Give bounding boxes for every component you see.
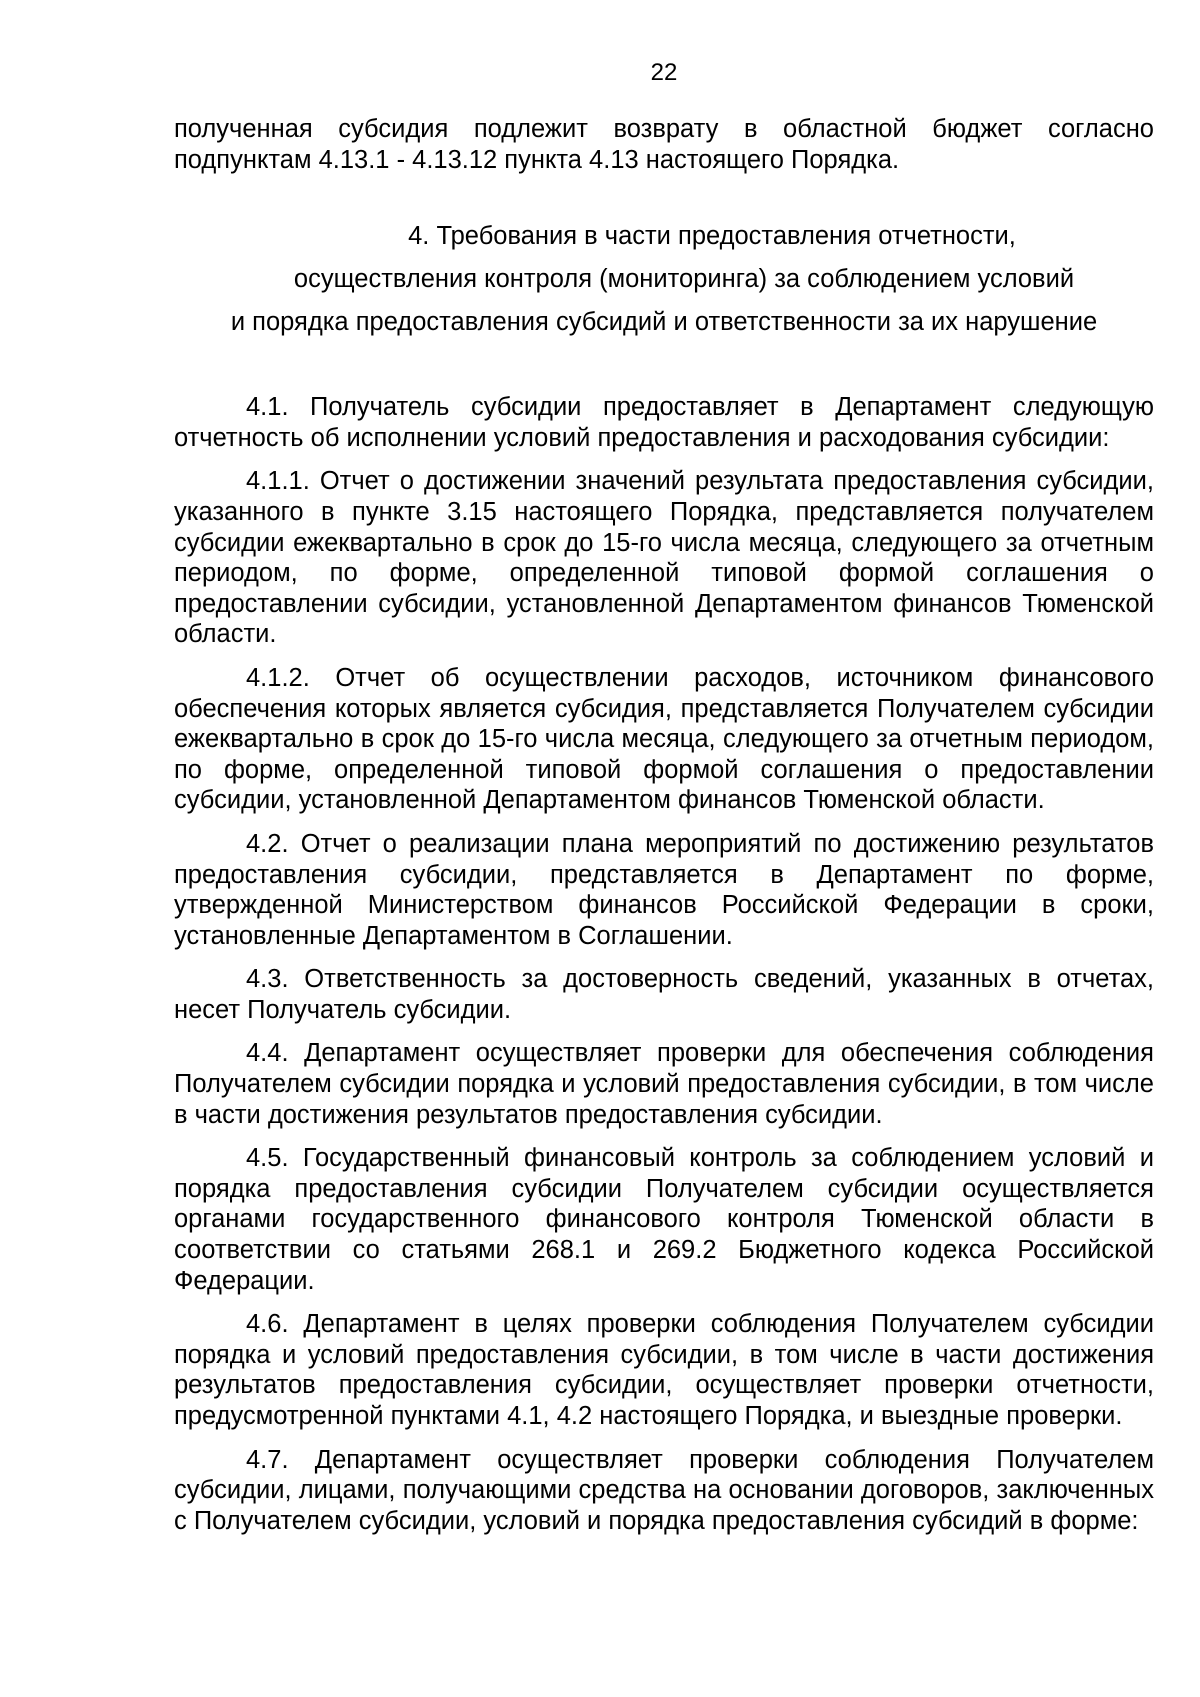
paragraph-4-6: 4.6. Департамент в целях проверки соблюдения Получателем субсидии порядка и условий предоставления субсидии, в том числе в части достижения результатов предоставления субсидии, осуществляет проверки отчетности, предусмотренной пунктами 4.1, 4.2 настоящего Порядка, и выездные проверки.: [174, 1310, 1154, 1430]
section-title-line: осуществления контроля (мониторинга) за соблюдением условий: [293, 265, 1075, 294]
paragraph-4-1-1: 4.1.1. Отчет о достижении значений результата предоставления субсидии, указанного в пункте 3.15 настоящего Порядка, представляется получателем субсидии ежеквартально в срок до 15-го числа месяца, следующего за отчетным периодом, по форме, определенной типовой формой соглашения о предоставлении субсидии, установленной Департаментом финансов Тюменской области.: [174, 467, 1154, 649]
paragraph-4-4: 4.4. Департамент осуществляет проверки для обеспечения соблюдения Получателем субсидии порядка и условий предоставления субсидии, в том числе в части достижения результатов предоставления субсидии.: [174, 1039, 1154, 1129]
document-page: [174, 0, 1154, 1697]
paragraph-4-1: 4.1. Получатель субсидии предоставляет в Департамент следующую отчетность об исполнении условий предоставления и расходования субсидии:: [174, 393, 1154, 452]
page-number: 22: [650, 59, 678, 86]
section-title-line: 4. Требования в части предоставления отчетности,: [408, 222, 1016, 251]
paragraph-4-2: 4.2. Отчет о реализации плана мероприятий по достижению результатов предоставления субсидии, представляется в Департамент по форме, утвержденной Министерством финансов Российской Федерации в сроки, установленные Департаментом в Соглашении.: [174, 829, 1154, 950]
paragraph-4-3: 4.3. Ответственность за достоверность сведений, указанных в отчетах, несет Получатель субсидии.: [174, 965, 1154, 1024]
document-body: [174, 114, 1154, 1536]
paragraph-4-7: 4.7. Департамент осуществляет проверки соблюдения Получателем субсидии, лицами, получающими средства на основании договоров, заключенных с Получателем субсидии, условий и порядка предоставления субсидий в форме:: [174, 1445, 1154, 1535]
paragraph-4-5: 4.5. Государственный финансовый контроль за соблюдением условий и порядка предоставления субсидии Получателем субсидии осуществляется органами государственного финансового контроля Тюменской области в соответствии со статьями 268.1 и 269.2 Бюджетного кодекса Российской Федерации.: [174, 1144, 1154, 1295]
paragraph-4-1-2: 4.1.2. Отчет об осуществлении расходов, источником финансового обеспечения которых является субсидия, представляется Получателем субсидии ежеквартально в срок до 15-го числа месяца, следующего за отчетным периодом, по форме, определенной типовой формой соглашения о предоставлении субсидии, установленной Департаментом финансов Тюменской области.: [174, 663, 1154, 815]
section-title-line: и порядка предоставления субсидий и ответственности за их нарушение: [230, 308, 1098, 337]
intro-paragraph: полученная субсидия подлежит возврату в областной бюджет согласно подпунктам 4.13.1 - 4.13.12 пункта 4.13 настоящего Порядка.: [174, 115, 1154, 174]
section-title: [174, 215, 1154, 344]
